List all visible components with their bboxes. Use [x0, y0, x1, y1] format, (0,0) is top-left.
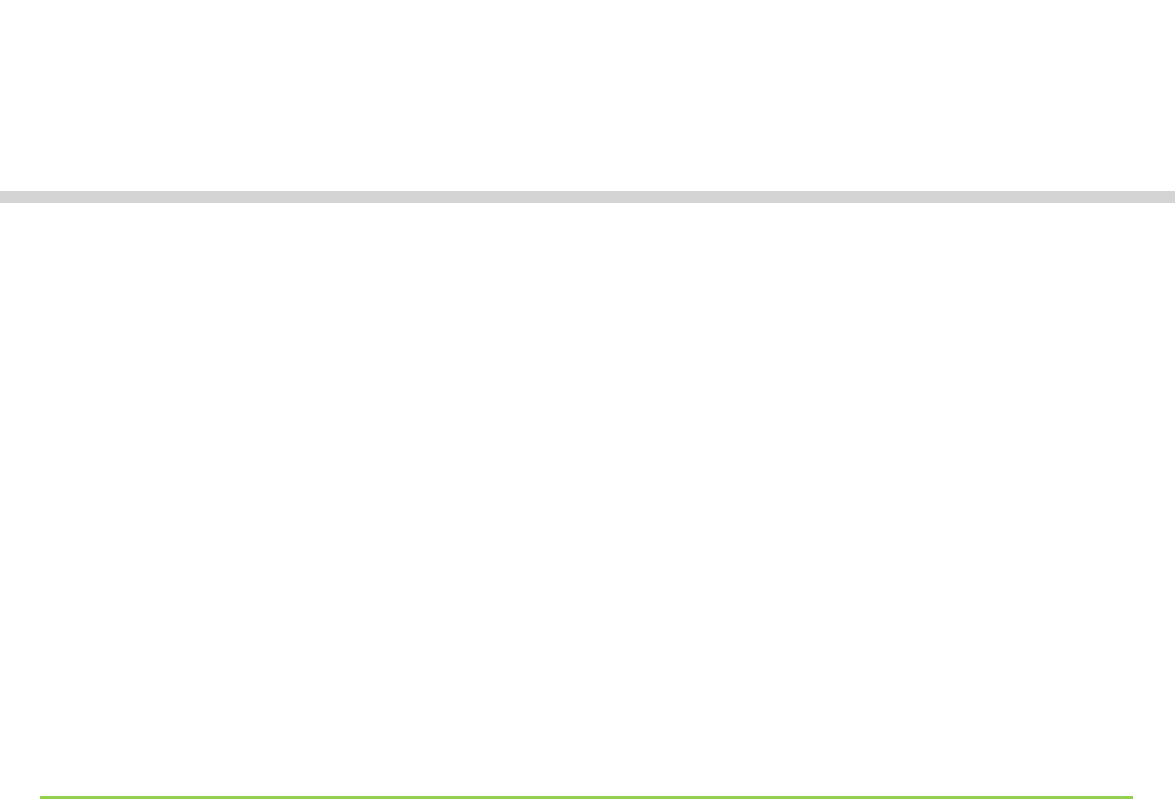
page-break-divider [0, 191, 1175, 203]
top-sheet-fragment [0, 0, 1175, 96]
price-table [0, 297, 1175, 799]
